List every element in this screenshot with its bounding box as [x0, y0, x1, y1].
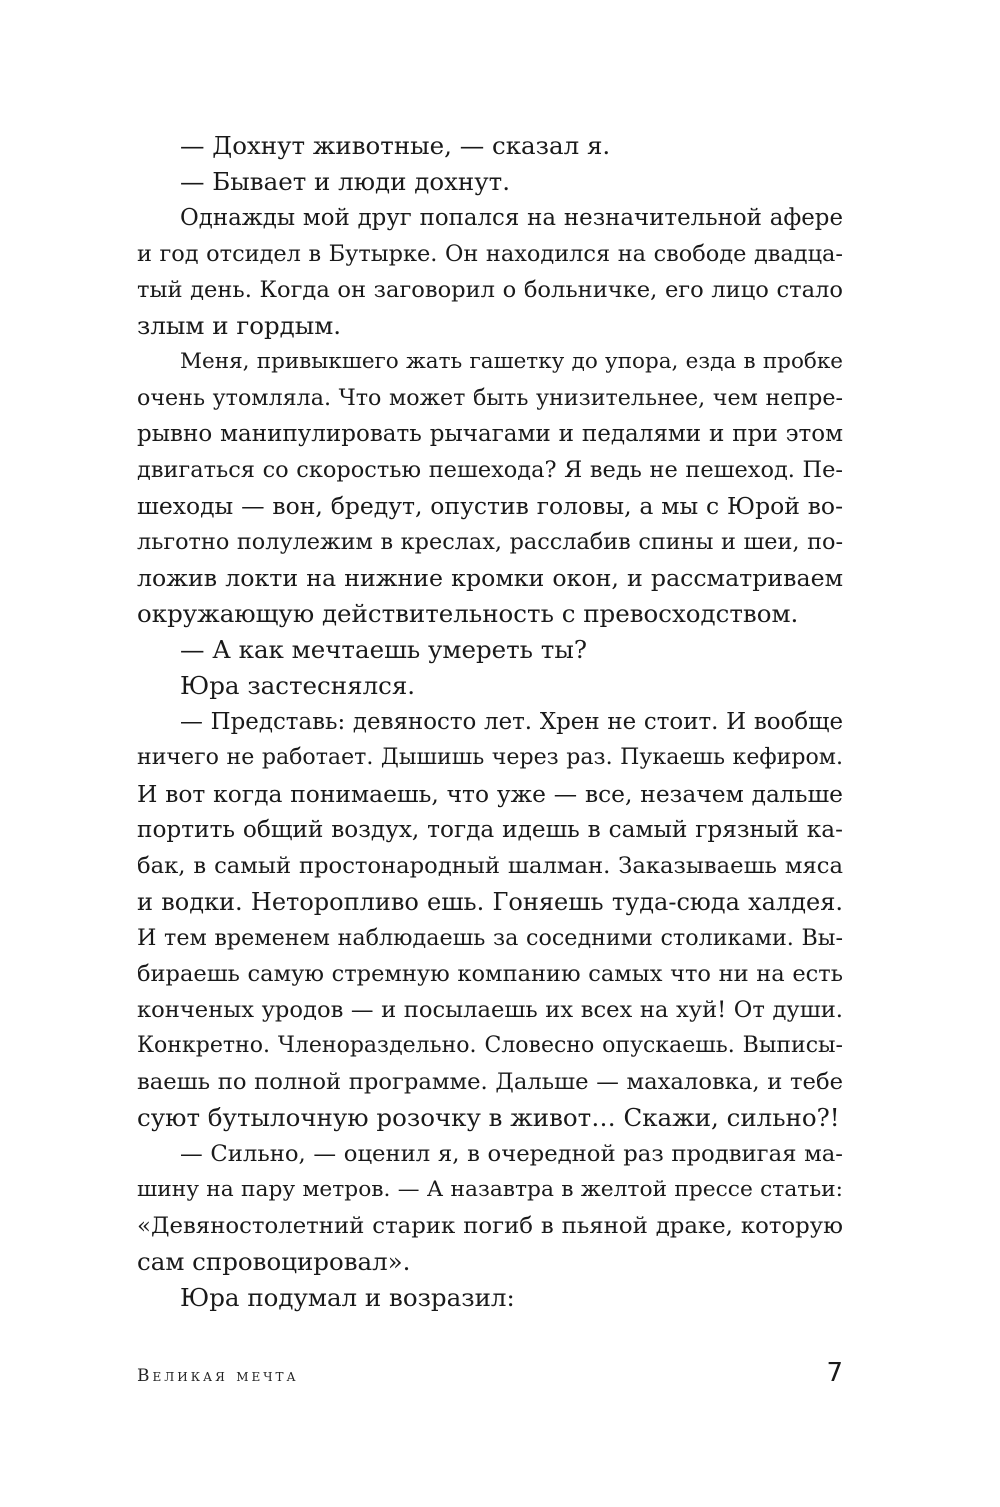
text-line: — Сильно, — оценил я, в очередной раз продвигая ма-	[180, 1141, 843, 1167]
text-line: суют бутылочную розочку в живот… Скажи, сильно?!	[137, 1103, 840, 1132]
running-title: Великая мечта	[137, 1366, 299, 1386]
text-line: злым и гордым.	[137, 311, 342, 340]
text-line: — Представь: девяносто лет. Хрен не стоит. И вообще	[180, 709, 843, 735]
text-line: льготно полулежим в креслах, расслабив спины и шеи, по-	[137, 529, 843, 555]
text-line: Меня, привыкшего жать гашетку до упора, езда в пробке	[180, 349, 843, 374]
text-line: ничего не работает. Дышишь через раз. Пукаешь кефиром.	[137, 745, 843, 770]
text-line: шину на пару метров. — А назавтра в желтой прессе статьи:	[137, 1177, 843, 1202]
text-line: Юра подумал и возразил:	[180, 1283, 515, 1312]
text-line: портить общий воздух, тогда идешь в самый грязный ка-	[137, 816, 843, 843]
text-line: Конкретно. Членораздельно. Словесно опускаешь. Выписы-	[137, 1033, 843, 1058]
text-line: «Девяностолетний старик погиб в пьяной драке, которую	[137, 1213, 843, 1239]
text-line: — Бывает и люди дохнут.	[180, 167, 510, 196]
text-line: и водки. Неторопливо ешь. Гоняешь туда-сюда халдея.	[137, 888, 843, 916]
text-line: окружающую действительность с превосходством.	[137, 599, 799, 628]
text-line: тый день. Когда он заговорил о больничке, его лицо стало	[137, 277, 843, 303]
text-line: конченых уродов — и посылаешь их всех на хуй! От души.	[137, 997, 843, 1023]
text-line: двигаться со скоростью пешехода? Я ведь не пешеход. Пе-	[137, 457, 843, 483]
text-line: И тем временем наблюдаешь за соседними столиками. Вы-	[137, 925, 843, 951]
text-line: бак, в самый простонародный шалман. Заказываешь мяса	[137, 853, 843, 879]
text-line: бираешь самую стремную компанию самых что ни на есть	[137, 961, 843, 987]
page-footer	[137, 1358, 843, 1398]
text-line: сам спровоцировал».	[137, 1247, 411, 1276]
text-line: ложив локти на нижние кромки окон, и рассматриваем	[137, 564, 843, 592]
text-line: рывно манипулировать рычагами и педалями и при этом	[137, 421, 843, 447]
text-line: — Дохнут животные, — сказал я.	[180, 131, 611, 160]
page-number: 7	[826, 1358, 843, 1388]
text-line: шеходы — вон, бредут, опустив головы, а мы с Юрой во-	[137, 492, 843, 520]
book-page-body	[137, 128, 843, 1316]
text-line: — А как мечтаешь умереть ты?	[180, 635, 587, 664]
text-line: и год отсидел в Бутырке. Он находился на свободе двадца-	[137, 241, 843, 267]
text-line: И вот когда понимаешь, что уже — все, незачем дальше	[137, 780, 843, 808]
text-line: Однажды мой друг попался на незначительной афере	[180, 205, 843, 231]
text-line: Юра застеснялся.	[180, 671, 416, 700]
text-line: ваешь по полной программе. Дальше — махаловка, и тебе	[137, 1069, 843, 1095]
text-line: очень утомляла. Что может быть унизительнее, чем непре-	[137, 385, 843, 411]
